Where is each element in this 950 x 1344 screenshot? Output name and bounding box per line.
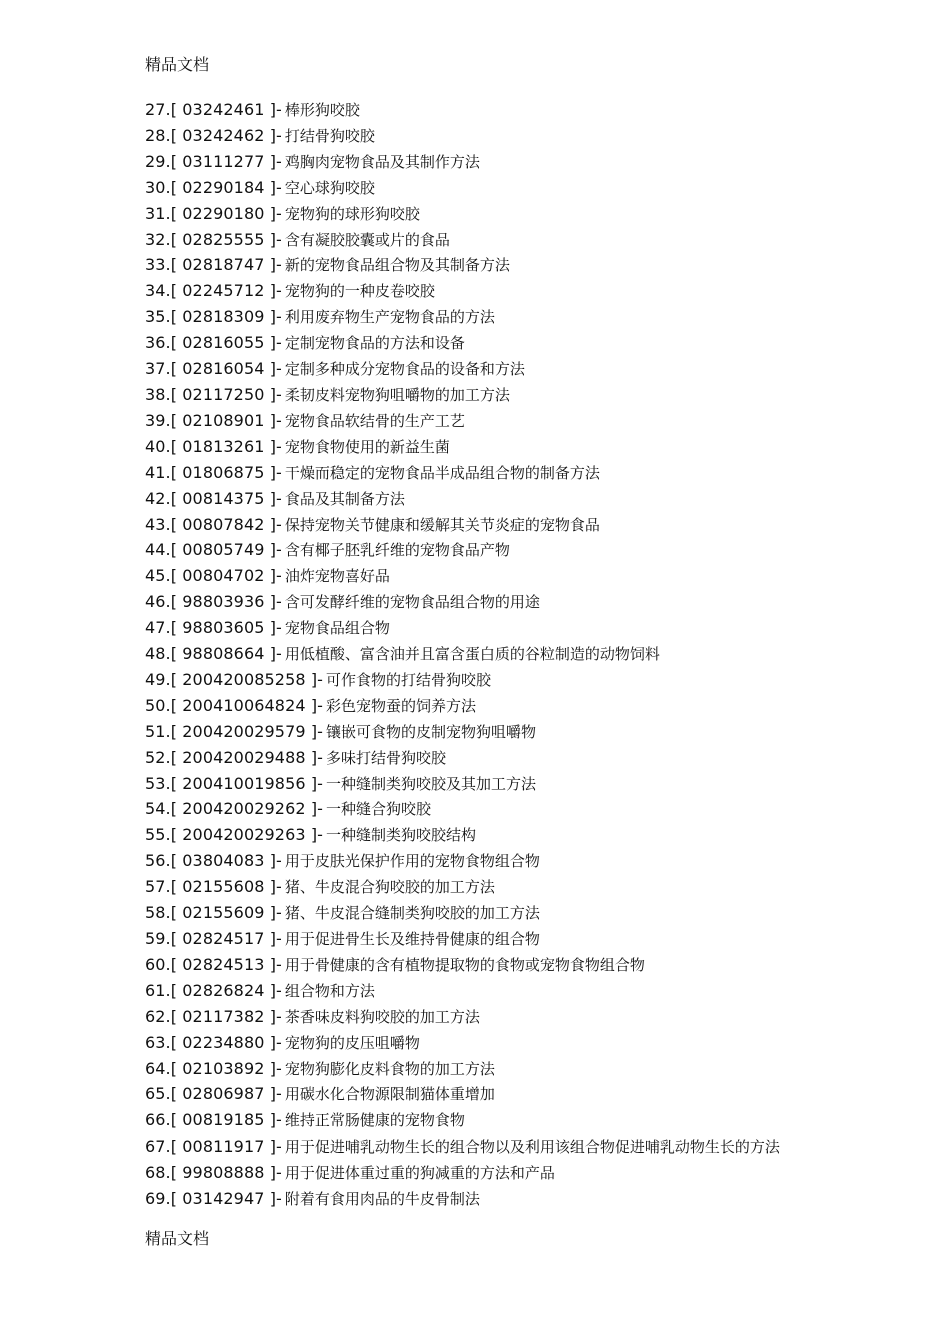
entry-patent-code: [ 98803936 ]-	[170, 592, 282, 612]
entry-patent-code: [ 02108901 ]-	[170, 410, 282, 430]
entry-title: 打结骨狗咬胶	[284, 126, 375, 145]
entry-number: 46.	[145, 592, 171, 612]
entry-number: 55.	[145, 825, 171, 845]
entry-patent-code: [ 02806987 ]-	[170, 1084, 282, 1104]
entry-title: 油炸宠物喜好品	[284, 567, 390, 586]
list-item	[145, 1187, 825, 1213]
entry-title: 维持正常肠健康的宠物食物	[284, 1111, 465, 1130]
entry-number: 57.	[145, 877, 171, 897]
entry-number: 54.	[145, 799, 171, 819]
entry-number: 60.	[145, 954, 171, 974]
entry-number: 48.	[145, 644, 171, 664]
entry-number: 35.	[145, 307, 171, 327]
entry-title: 宠物狗膨化皮料食物的加工方法	[284, 1059, 495, 1078]
list-item	[145, 357, 825, 383]
entry-number: 32.	[145, 229, 171, 249]
entry-patent-code: [ 02155608 ]-	[170, 877, 282, 897]
entry-title: 镶嵌可食物的皮制宠物狗咀嚼物	[326, 722, 537, 741]
entry-number: 58.	[145, 903, 171, 923]
list-item	[145, 1057, 825, 1083]
list-item	[145, 409, 825, 435]
entry-patent-code: [ 200420029262 ]-	[170, 799, 324, 819]
entry-number: 63.	[145, 1032, 171, 1052]
entry-title: 附着有食用肉品的牛皮骨制法	[284, 1190, 480, 1209]
entry-patent-code: [ 02234880 ]-	[170, 1032, 282, 1052]
entry-patent-code: [ 03242462 ]-	[170, 125, 282, 145]
entry-title: 一种缝制类狗咬胶及其加工方法	[326, 774, 537, 793]
entry-number: 64.	[145, 1058, 171, 1078]
entry-number: 66.	[145, 1110, 171, 1130]
entry-number: 39.	[145, 410, 171, 430]
entry-patent-code: [ 01813261 ]-	[170, 436, 282, 456]
entry-patent-code: [ 03804083 ]-	[170, 851, 282, 871]
list-item	[145, 202, 825, 228]
list-item	[145, 538, 825, 564]
entry-number: 62.	[145, 1006, 171, 1026]
list-item	[145, 901, 825, 927]
list-item	[145, 694, 825, 720]
entry-patent-code: [ 02826824 ]-	[170, 980, 282, 1000]
list-item	[145, 1161, 825, 1187]
entry-patent-code: [ 02824517 ]-	[170, 929, 282, 948]
entry-patent-code: [ 02824513 ]-	[170, 954, 282, 974]
entry-title: 彩色宠物蚕的饲养方法	[326, 696, 477, 715]
entry-title: 用于骨健康的含有植物提取物的食物或宠物食物组合物	[284, 955, 645, 974]
entry-title: 猪、牛皮混合缝制类狗咬胶的加工方法	[284, 904, 540, 923]
list-item	[145, 305, 825, 331]
entry-title: 含有椰子胚乳纤维的宠物食品产物	[284, 541, 510, 560]
entry-title: 用碳水化合物源限制猫体重增加	[284, 1085, 495, 1104]
list-item	[145, 1031, 825, 1057]
entry-title: 利用废弃物生产宠物食品的方法	[284, 308, 495, 327]
list-item	[145, 150, 825, 176]
entry-patent-code: [ 02290180 ]-	[170, 203, 282, 223]
list-item	[145, 228, 825, 254]
entry-title: 定制多种成分宠物食品的设备和方法	[284, 360, 525, 379]
entry-patent-code: [ 00811917 ]-	[170, 1137, 282, 1157]
list-item	[145, 331, 825, 357]
list-item	[145, 642, 825, 668]
entry-patent-code: [ 200420085258 ]-	[170, 669, 324, 689]
entry-patent-code: [ 02816054 ]-	[170, 359, 282, 379]
list-item	[145, 823, 825, 849]
entry-title: 含可发酵纤维的宠物食品组合物的用途	[284, 593, 540, 612]
entry-patent-code: [ 02155609 ]-	[170, 903, 282, 923]
entry-title: 保持宠物关节健康和缓解其关节炎症的宠物食品	[284, 515, 600, 534]
list-item	[145, 98, 825, 124]
list-item	[145, 487, 825, 513]
entry-number: 59.	[145, 929, 171, 948]
entry-number: 56.	[145, 851, 171, 871]
entry-title: 茶香味皮料狗咬胶的加工方法	[284, 1007, 480, 1026]
entry-title: 柔韧皮料宠物狗咀嚼物的加工方法	[284, 385, 510, 404]
entry-title: 新的宠物食品组合物及其制备方法	[284, 256, 510, 275]
entry-patent-code: [ 03242461 ]-	[170, 100, 282, 119]
entry-number: 65.	[145, 1084, 171, 1104]
list-item	[145, 875, 825, 901]
entry-patent-code: [ 03142947 ]-	[170, 1189, 282, 1209]
list-item	[145, 927, 825, 953]
entry-number: 33.	[145, 255, 171, 275]
list-item	[145, 849, 825, 875]
entry-patent-code: [ 01806875 ]-	[170, 462, 282, 482]
list-item	[145, 772, 825, 798]
entry-title: 宠物狗的球形狗咬胶	[284, 204, 420, 223]
entry-title: 空心球狗咬胶	[284, 178, 375, 197]
entry-title: 干燥而稳定的宠物食品半成品组合物的制备方法	[284, 463, 600, 482]
entry-number: 31.	[145, 203, 171, 223]
entry-title: 多味打结骨狗咬胶	[326, 748, 447, 767]
entry-number: 41.	[145, 462, 171, 482]
list-item	[145, 279, 825, 305]
entry-patent-code: [ 02117382 ]-	[170, 1006, 282, 1026]
entry-number: 28.	[145, 125, 171, 145]
entry-title: 用低植酸、富含油并且富含蛋白质的谷粒制造的动物饲料	[284, 645, 660, 664]
entry-number: 47.	[145, 618, 171, 638]
entry-number: 61.	[145, 980, 171, 1000]
entry-patent-code: [ 200410019856 ]-	[170, 773, 324, 793]
entry-title: 组合物和方法	[284, 981, 375, 1000]
entry-title: 猪、牛皮混合狗咬胶的加工方法	[284, 878, 495, 897]
list-item	[145, 668, 825, 694]
entry-number: 53.	[145, 773, 171, 793]
entry-title: 含有凝胶胶囊或片的食品	[284, 230, 450, 249]
list-item	[145, 176, 825, 202]
list-item	[145, 1082, 825, 1108]
entry-patent-code: [ 02825555 ]-	[170, 229, 282, 249]
entry-title: 用于皮肤光保护作用的宠物食物组合物	[284, 852, 540, 871]
entry-title: 宠物食品组合物	[284, 619, 390, 638]
entry-number: 36.	[145, 333, 171, 353]
entry-patent-code: [ 200410064824 ]-	[170, 695, 324, 715]
list-item	[145, 590, 825, 616]
entry-title: 宠物食物使用的新益生菌	[284, 437, 450, 456]
list-item	[145, 253, 825, 279]
list-item	[145, 797, 825, 823]
entry-number: 68.	[145, 1163, 171, 1183]
entry-title: 用于促进骨生长及维持骨健康的组合物	[284, 930, 540, 948]
entry-number: 37.	[145, 359, 171, 379]
entry-patent-code: [ 02103892 ]-	[170, 1058, 282, 1078]
list-item	[145, 383, 825, 409]
entry-number: 30.	[145, 177, 171, 197]
list-item	[145, 720, 825, 746]
entry-title: 食品及其制备方法	[284, 489, 405, 508]
entry-patent-code: [ 00814375 ]-	[170, 488, 282, 508]
entry-patent-code: [ 02117250 ]-	[170, 384, 282, 404]
entry-patent-code: [ 02816055 ]-	[170, 333, 282, 353]
list-item	[145, 1005, 825, 1031]
entry-patent-code: [ 99808888 ]-	[170, 1163, 282, 1183]
page-footer-label: 精品文档	[145, 1229, 210, 1248]
entry-title: 宠物食品软结骨的生产工艺	[284, 411, 465, 430]
entry-patent-code: [ 02818747 ]-	[170, 255, 282, 275]
entry-number: 51.	[145, 721, 171, 741]
entry-title: 一种缝制类狗咬胶结构	[326, 826, 477, 845]
entry-number: 43.	[145, 514, 171, 534]
entry-number: 67.	[145, 1137, 171, 1157]
list-item	[145, 979, 825, 1005]
patent-entry-list	[145, 98, 825, 1213]
entry-title: 用于促进体重过重的狗减重的方法和产品	[284, 1164, 555, 1183]
list-item	[145, 746, 825, 772]
entry-title: 用于促进哺乳动物生长的组合物以及利用该组合物促进哺乳动物生长的方法	[284, 1138, 780, 1157]
list-item	[145, 616, 825, 642]
entry-number: 34.	[145, 281, 171, 301]
list-item	[145, 513, 825, 539]
list-item	[145, 1108, 825, 1134]
entry-patent-code: [ 98808664 ]-	[170, 644, 282, 664]
entry-patent-code: [ 02245712 ]-	[170, 281, 282, 301]
entry-number: 49.	[145, 669, 171, 689]
list-item	[145, 461, 825, 487]
list-item	[145, 124, 825, 150]
entry-title: 定制宠物食品的方法和设备	[284, 334, 465, 353]
list-item	[145, 435, 825, 461]
page-header-label: 精品文档	[145, 55, 210, 74]
entry-number: 27.	[145, 100, 171, 119]
list-item	[145, 564, 825, 590]
entry-number: 38.	[145, 384, 171, 404]
entry-title: 一种缝合狗咬胶	[326, 800, 432, 819]
entry-patent-code: [ 00805749 ]-	[170, 540, 282, 560]
entry-number: 44.	[145, 540, 171, 560]
entry-title: 鸡胸肉宠物食品及其制作方法	[284, 152, 480, 171]
entry-patent-code: [ 200420029488 ]-	[170, 747, 324, 767]
entry-patent-code: [ 02290184 ]-	[170, 177, 282, 197]
entry-number: 29.	[145, 151, 171, 171]
entry-patent-code: [ 200420029263 ]-	[170, 825, 324, 845]
list-item	[145, 1134, 825, 1161]
entry-patent-code: [ 00807842 ]-	[170, 514, 282, 534]
entry-number: 50.	[145, 695, 171, 715]
entry-patent-code: [ 00804702 ]-	[170, 566, 282, 586]
entry-number: 42.	[145, 488, 171, 508]
entry-number: 45.	[145, 566, 171, 586]
entry-title: 宠物狗的皮压咀嚼物	[284, 1033, 420, 1052]
entry-patent-code: [ 02818309 ]-	[170, 307, 282, 327]
entry-patent-code: [ 98803605 ]-	[170, 618, 282, 638]
entry-title: 可作食物的打结骨狗咬胶	[326, 670, 492, 689]
entry-number: 40.	[145, 436, 171, 456]
entry-patent-code: [ 03111277 ]-	[170, 151, 282, 171]
entry-number: 69.	[145, 1189, 171, 1209]
entry-patent-code: [ 00819185 ]-	[170, 1110, 282, 1130]
entry-patent-code: [ 200420029579 ]-	[170, 721, 324, 741]
entry-title: 棒形狗咬胶	[284, 101, 360, 119]
entry-number: 52.	[145, 747, 171, 767]
list-item	[145, 953, 825, 979]
entry-title: 宠物狗的一种皮卷咬胶	[284, 282, 435, 301]
